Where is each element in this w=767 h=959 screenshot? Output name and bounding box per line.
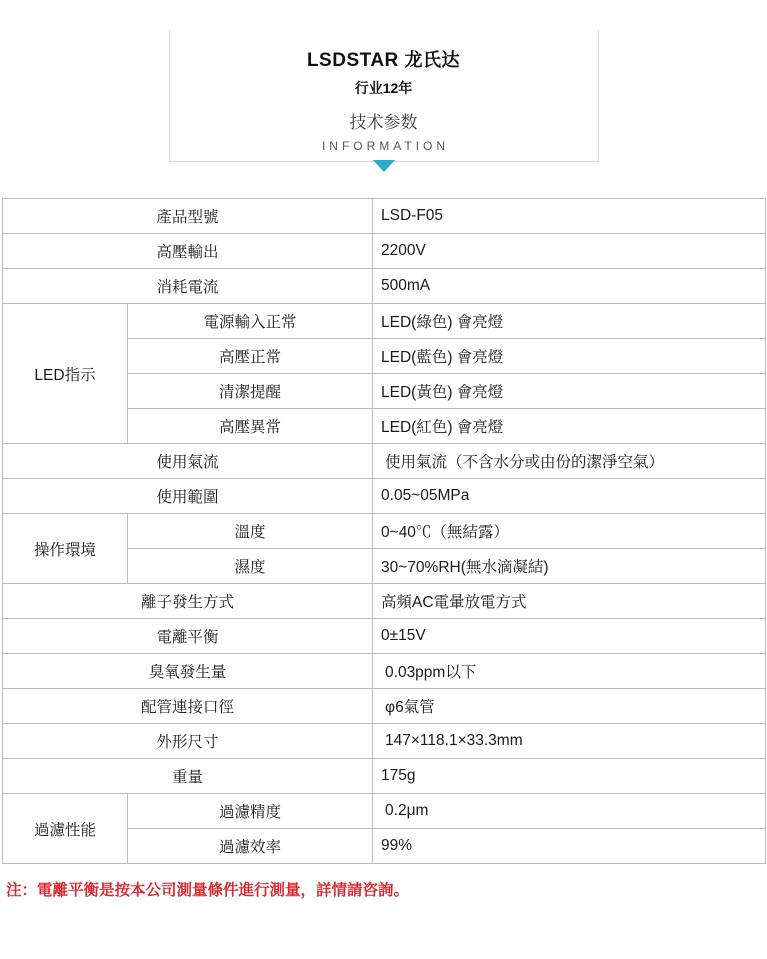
row-value: LED(黃色) 會亮燈 [373,374,766,409]
triangle-down-icon [373,160,395,172]
table-row [3,304,766,339]
page-subtitle-en: INFORMATION [321,139,450,153]
row-label: 外形尺寸 [3,724,373,759]
row-label: 電源輸入正常 [128,304,373,339]
row-value: LSD-F05 [373,199,766,234]
row-value: φ6氣管 [373,689,766,724]
table-row [3,514,766,549]
row-label: 離子發生方式 [3,584,373,619]
row-value: 500mA [373,269,766,304]
row-label: 消耗電流 [3,269,373,304]
row-value: 使用氣流（不含水分或由份的潔淨空氣） [373,444,766,479]
page-title: 技术参数 [349,113,418,132]
years-badge: 行业12年 [354,80,413,96]
table-row [3,619,766,654]
row-label: 高壓正常 [128,339,373,374]
brand-name-en: LSDSTAR [306,50,399,71]
row-label: 清潔提醒 [128,374,373,409]
row-label: 電離平衡 [3,619,373,654]
row-value: 2200V [373,234,766,269]
row-group-label: 操作環境 [3,514,128,584]
brand-title [180,46,588,72]
table-row [3,724,766,759]
row-label: 產品型號 [3,199,373,234]
header [0,0,767,162]
row-label: 配管連接口徑 [3,689,373,724]
row-value: 0~40℃（無結露） [373,514,766,549]
specifications-table [2,198,766,864]
row-value: LED(綠色) 會亮燈 [373,304,766,339]
spec-table-container [0,198,767,864]
brand-name-cn: 龙氏达 [404,50,461,70]
row-value: 高頻AC電暈放電方式 [373,584,766,619]
row-value: 0.2μm [373,794,766,829]
row-label: 過濾效率 [128,829,373,864]
row-group-label: 過濾性能 [3,794,128,864]
row-value: LED(紅色) 會亮燈 [373,409,766,444]
row-value: 0±15V [373,619,766,654]
row-label: 臭氧發生量 [3,654,373,689]
table-row [3,199,766,234]
row-label: 使用範圍 [3,479,373,514]
table-row [3,234,766,269]
row-group-label: LED指示 [3,304,128,444]
row-label: 溫度 [128,514,373,549]
row-value: 30~70%RH(無水滴凝結) [373,549,766,584]
table-row [3,794,766,829]
row-label: 高壓異常 [128,409,373,444]
table-row [3,444,766,479]
table-row [3,479,766,514]
row-label: 濕度 [128,549,373,584]
row-label: 使用氣流 [3,444,373,479]
table-row [3,654,766,689]
footnote: 注：電離平衡是按本公司測量條件進行測量，詳情請咨詢。 [6,882,410,899]
header-box [169,30,599,162]
row-value: 99% [373,829,766,864]
row-value: 175g [373,759,766,794]
row-label: 過濾精度 [128,794,373,829]
table-row [3,269,766,304]
row-value: LED(藍色) 會亮燈 [373,339,766,374]
table-row [3,584,766,619]
table-row [3,759,766,794]
row-label: 高壓輸出 [3,234,373,269]
row-value: 0.03ppm以下 [373,654,766,689]
row-label: 重量 [3,759,373,794]
table-row [3,689,766,724]
row-value: 147×118.1×33.3mm [373,724,766,759]
row-value: 0.05~05MPa [373,479,766,514]
